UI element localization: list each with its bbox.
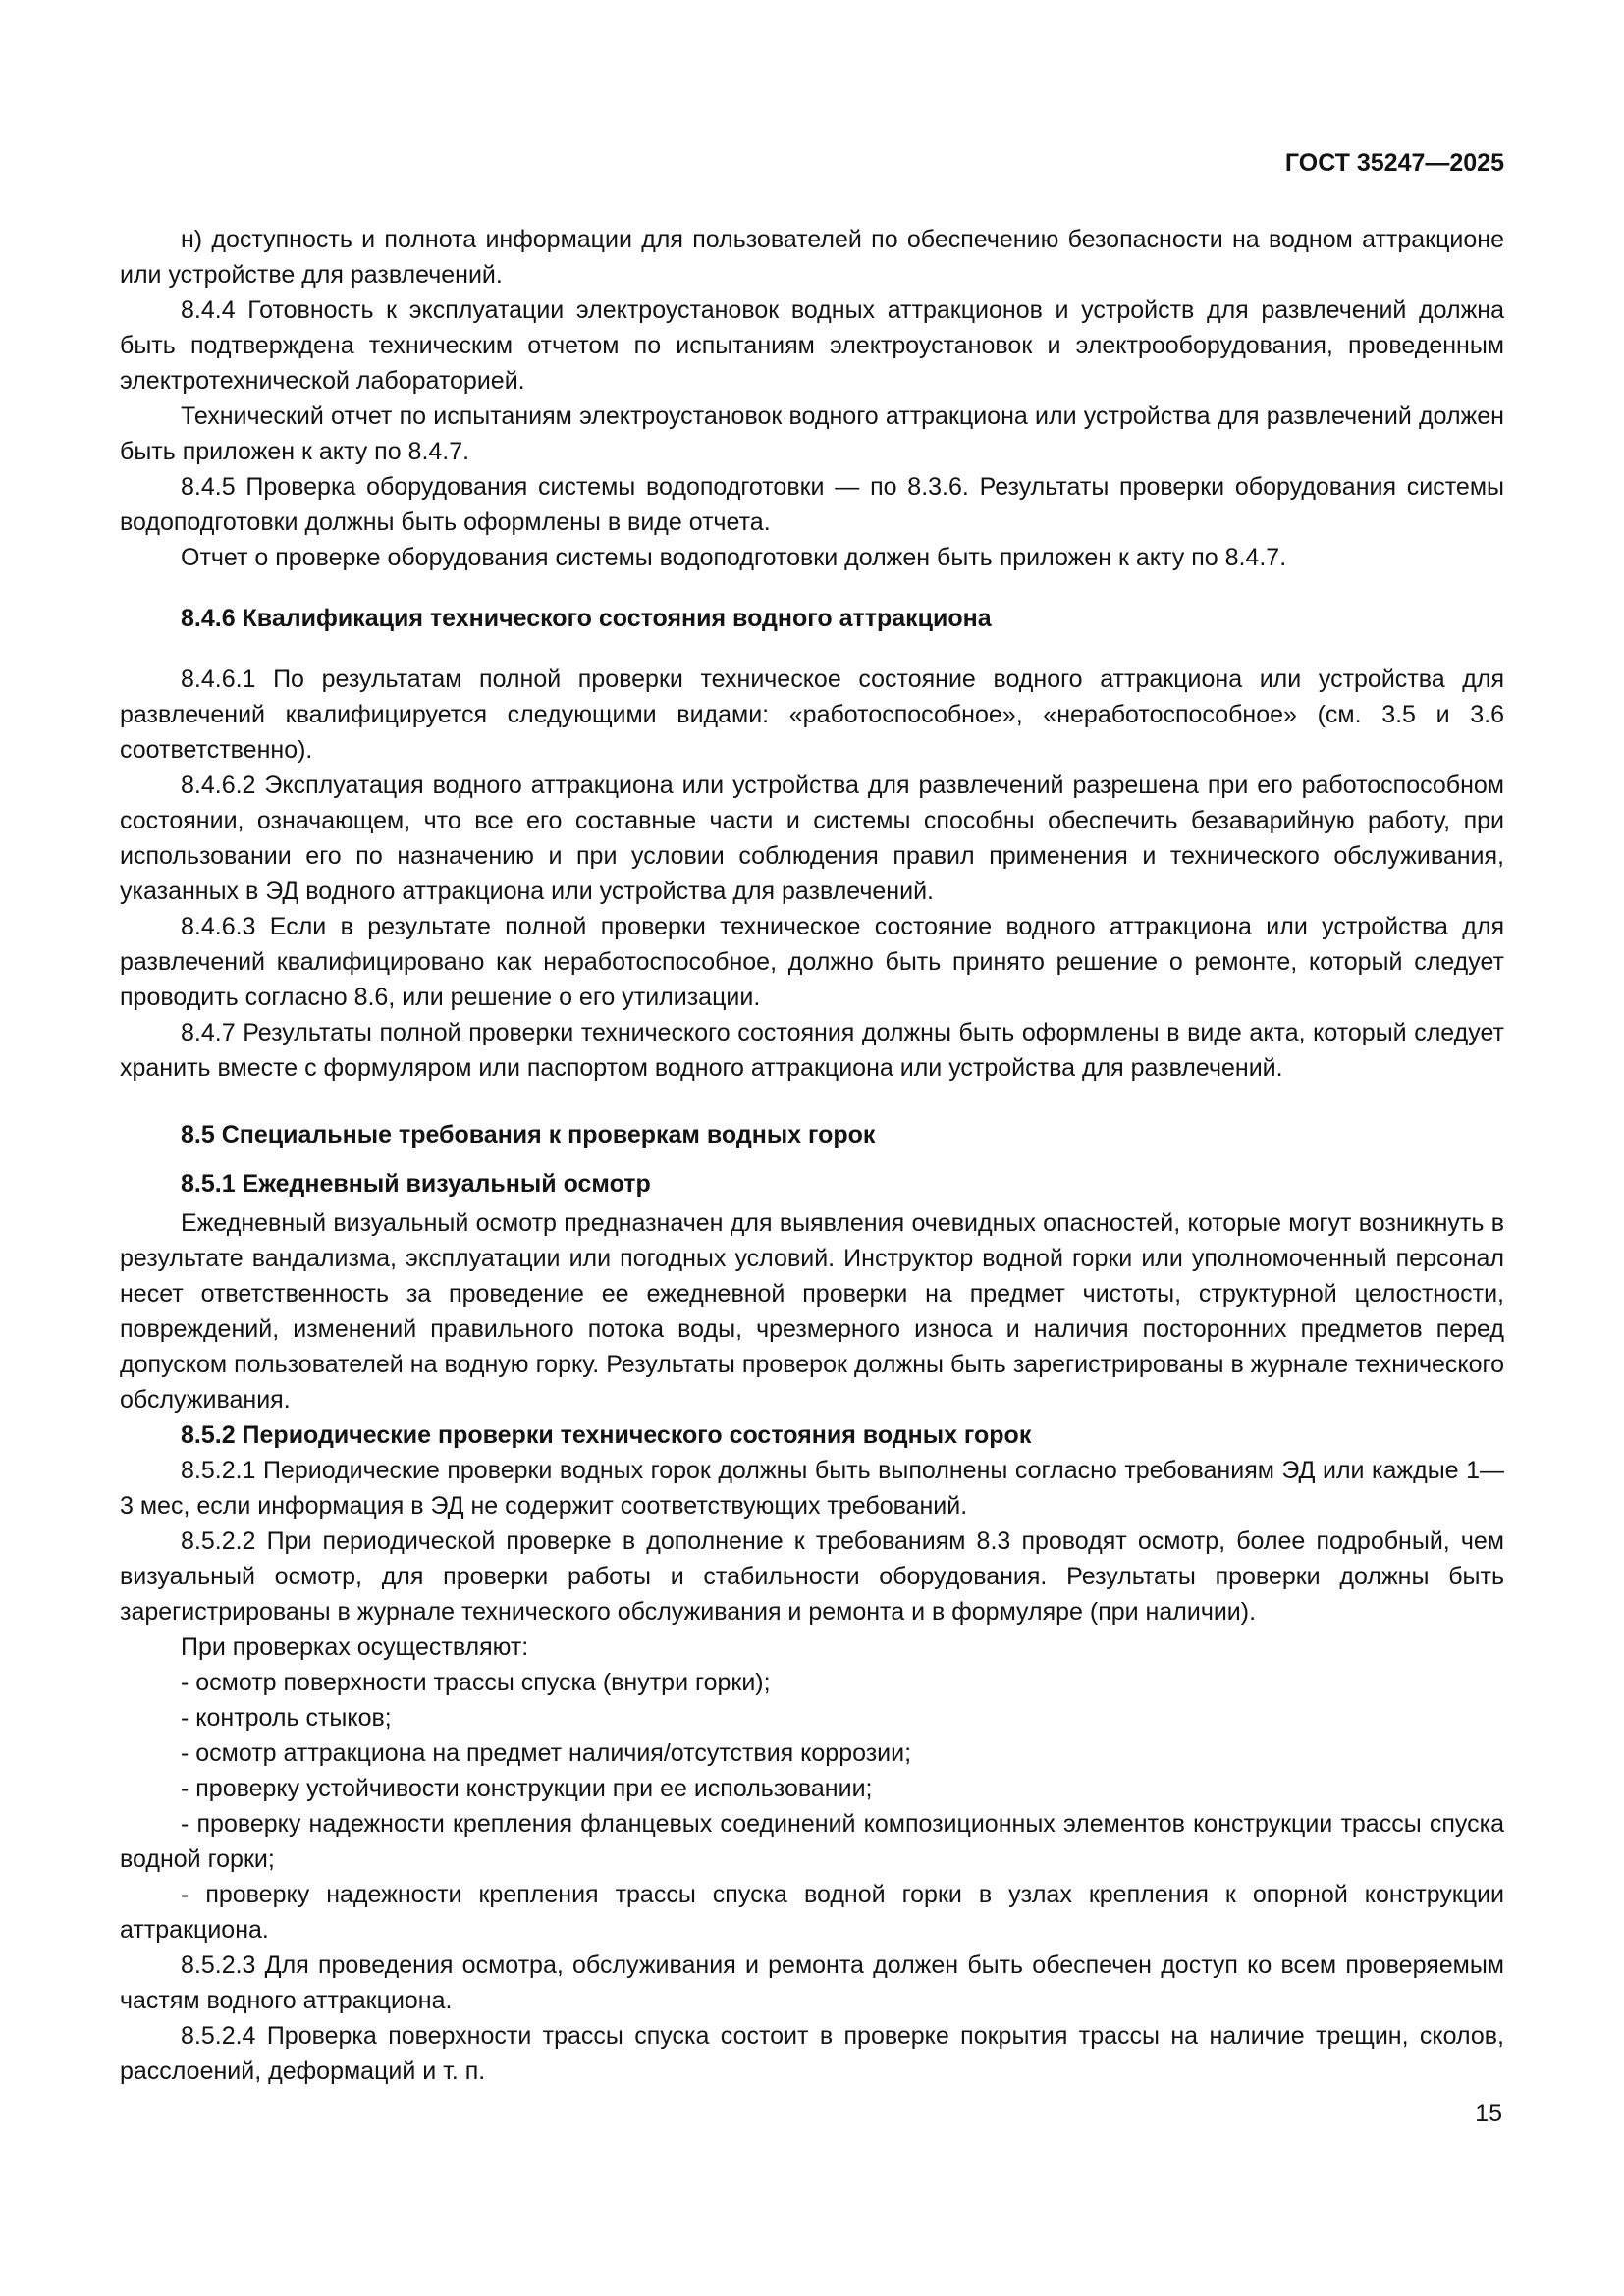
paragraph: Отчет о проверке оборудования системы водоподготовки должен быть приложен к акту по 8.4.7.: [181, 544, 1287, 571]
paragraph: 8.4.5 Проверка оборудования системы водоподготовки — по 8.3.6. Результаты проверки оборудования системы водоподготовки должны быть оформлены в виде отчета.: [120, 473, 1504, 536]
paragraph: Ежедневный визуальный осмотр предназначен для выявления очевидных опасностей, которые могут возникнуть в результате вандализма, эксплуатации или погодных условий. Инструктор водной горки или уполномоченный персонал несет ответственность за проведение ее ежедневной проверки на предмет чистоты, структурной целостности, повреждений, изменений правильного потока воды, чрезмерного износа и наличия посторонних предметов перед допуском пользователей на водную горку. Результаты проверок должны быть зарегистрированы в журнале технического обслуживания.: [120, 1209, 1504, 1414]
list-item: - осмотр поверхности трассы спуска (внутри горки);: [181, 1669, 771, 1696]
section-heading-8-5-1: 8.5.1 Ежедневный визуальный осмотр: [181, 1170, 651, 1198]
paragraph: н) доступность и полнота информации для пользователей по обеспечению безопасности на водном аттракционе или устройстве для развлечений.: [120, 226, 1504, 289]
paragraph: Технический отчет по испытаниям электроустановок водного аттракциона или устройства для развлечений должен быть приложен к акту по 8.4.7.: [120, 402, 1504, 465]
list-item: - осмотр аттракциона на предмет наличия/отсутствия коррозии;: [181, 1739, 912, 1767]
paragraph: 8.4.6.3 Если в результате полной проверки техническое состояние водного аттракциона или устройства для развлечений квалифицировано как неработоспособное, должно быть принято решение о ремонте, который следует проводить согласно 8.6, или решение о его утилизации.: [120, 913, 1504, 1011]
document-body: [120, 222, 1504, 2089]
page-number: 15: [1475, 2100, 1502, 2127]
paragraph: 8.5.2.3 Для проведения осмотра, обслуживания и ремонта должен быть обеспечен доступ ко всем проверяемым частям водного аттракциона.: [120, 1951, 1504, 2014]
paragraph: 8.5.2.1 Периодические проверки водных горок должны быть выполнены согласно требованиям ЭД или каждые 1—3 мес, если информация в ЭД не содержит соответствующих требований.: [120, 1457, 1504, 1520]
paragraph: 8.4.7 Результаты полной проверки технического состояния должны быть оформлены в виде акта, который следует хранить вместе с формуляром или паспортом водного аттракциона или устройства для развлечений.: [120, 1019, 1504, 1082]
list-item: - контроль стыков;: [181, 1704, 392, 1732]
paragraph: 8.4.4 Готовность к эксплуатации электроустановок водных аттракционов и устройств для развлечений должна быть подтверждена техническим отчетом по испытаниям электроустановок и электрооборудования, проведенным электротехнической лабораторией.: [120, 296, 1504, 395]
document-code: ГОСТ 35247—2025: [1284, 149, 1504, 177]
section-heading-8-5-2: 8.5.2 Периодические проверки технического состояния водных горок: [181, 1421, 1032, 1449]
paragraph: 8.4.6.2 Эксплуатация водного аттракциона или устройства для развлечений разрешена при его работоспособном состоянии, означающем, что все его составные части и системы способны обеспечить безаварийную работу, при использовании его по назначению и при условии соблюдения правил применения и технического обслуживания, указанных в ЭД водного аттракциона или устройства для развлечений.: [120, 772, 1504, 905]
paragraph: При проверках осуществляют:: [181, 1633, 529, 1661]
paragraph: 8.5.2.4 Проверка поверхности трассы спуска состоит в проверке покрытия трассы на наличие трещин, сколов, расслоений, деформаций и т. п.: [120, 2022, 1504, 2085]
paragraph: 8.5.2.2 При периодической проверке в дополнение к требованиям 8.3 проводят осмотр, более подробный, чем визуальный осмотр, для проверки работы и стабильности оборудования. Результаты проверки должны быть зарегистрированы в журнале технического обслуживания и ремонта и в формуляре (при наличии).: [120, 1527, 1504, 1626]
list-item: - проверку надежности крепления фланцевых соединений композиционных элементов конструкции трассы спуска водной горки;: [120, 1810, 1504, 1873]
list-item: - проверку устойчивости конструкции при ее использовании;: [181, 1775, 873, 1802]
list-item: - проверку надежности крепления трассы спуска водной горки в узлах крепления к опорной конструкции аттракциона.: [120, 1881, 1504, 1944]
section-heading-8-4-6: 8.4.6 Квалификация технического состояния водного аттракциона: [181, 605, 992, 632]
section-heading-8-5: 8.5 Специальные требования к проверкам водных горок: [181, 1121, 876, 1148]
paragraph: 8.4.6.1 По результатам полной проверки техническое состояние водного аттракциона или устройства для развлечений квалифицируется следующими видами: «работоспособное», «неработоспособное» (см. 3.5 и 3.6 соответственно).: [120, 666, 1504, 764]
